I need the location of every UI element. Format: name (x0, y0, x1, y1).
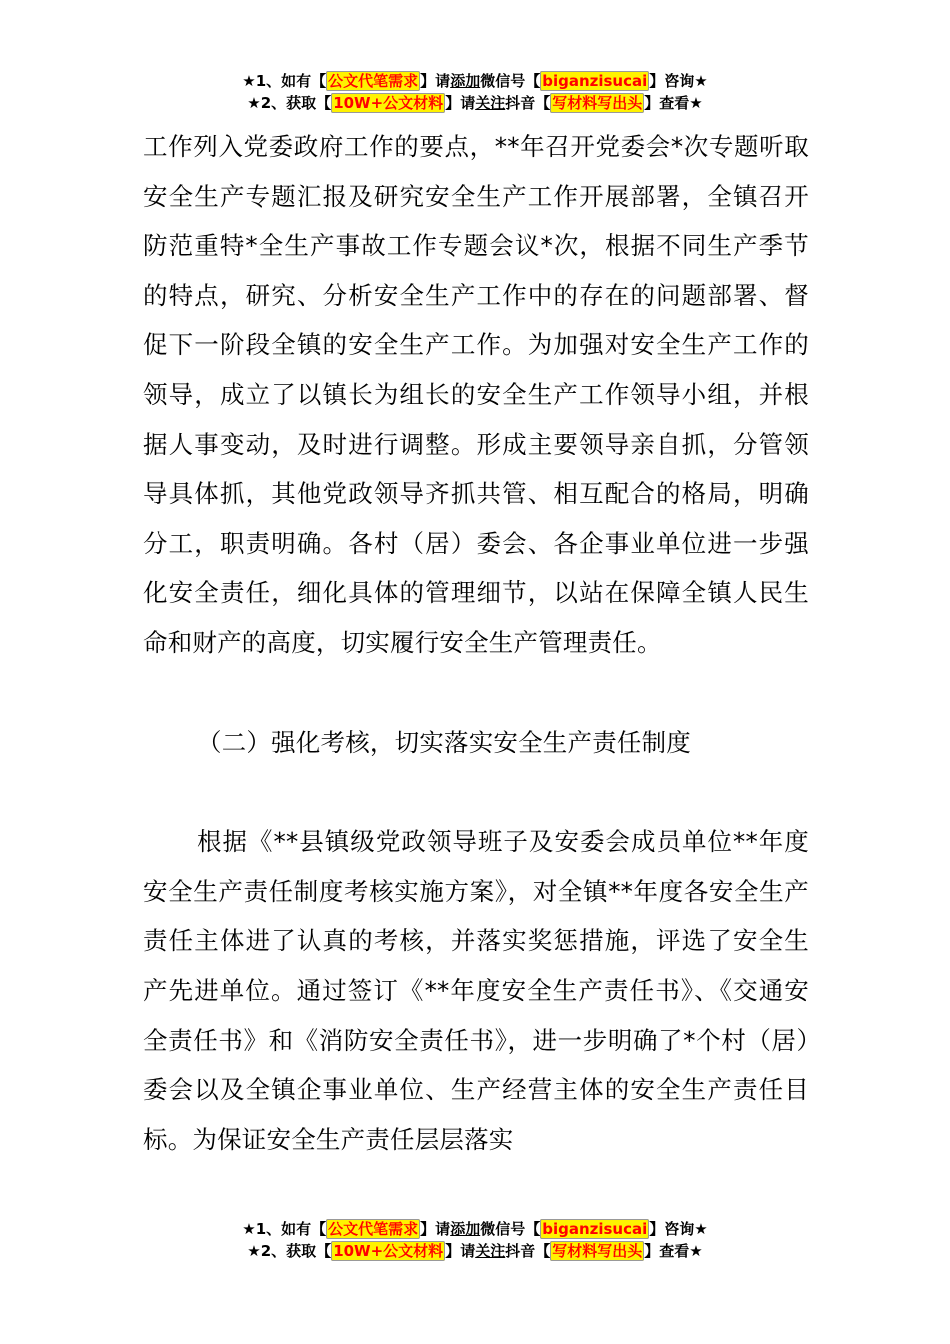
banner-line-2 (0, 1240, 950, 1262)
section-heading: （二）强化考核，切实落实安全生产责任制度 (197, 727, 691, 757)
banner-text: 】请 (445, 94, 476, 112)
banner-underline: 关注 (475, 1242, 506, 1260)
banner-text: 微信号【 (480, 72, 541, 90)
banner-text: ★1、如有【 (242, 1220, 327, 1238)
bottom-banner (0, 1218, 950, 1262)
banner-highlight: 写材料写出头 (552, 94, 643, 112)
banner-text: 抖音【 (505, 94, 551, 112)
banner-highlight: 写材料写出头 (552, 1242, 643, 1260)
banner-highlight: 公文代笔需求 (328, 72, 419, 90)
banner-highlight: 10W+公文材料 (333, 1242, 444, 1260)
banner-text: 】咨询★ (649, 72, 708, 90)
banner-highlight: 公文代笔需求 (328, 1220, 419, 1238)
banner-text: 抖音【 (505, 1242, 551, 1260)
banner-underline: 添加 (450, 72, 481, 90)
banner-highlight: 10W+公文材料 (333, 94, 444, 112)
document-body (143, 122, 809, 1164)
paragraph: 根据《**县镇级党政领导班子及安委会成员单位**年度安全生产责任制度考核实施方案》，对全镇**年度各安全生产责任主体进了认真的考核，并落实奖惩措施，评选了安全生产先进单位。通过签订《**年度安全生产责任书》、《交通安全责任书》和《消防安全责任书》，进一步明确了*个村（居）委会以及全镇企事业单位、生产经营主体的安全生产责任目标。为保证安全生产责任层层落实 (143, 827, 809, 1154)
banner-text: 】查看★ (644, 1242, 703, 1260)
banner-text: 】请 (420, 1220, 451, 1238)
top-banner (0, 70, 950, 114)
banner-text: ★1、如有【 (242, 72, 327, 90)
banner-line-1 (0, 70, 950, 92)
banner-text: ★2、获取【 (247, 1242, 332, 1260)
banner-underline: 关注 (475, 94, 506, 112)
paragraph: 工作列入党委政府工作的要点，**年召开党委会*次专题听取安全生产专题汇报及研究安全生产工作开展部署，全镇召开防范重特*全生产事故工作专题会议*次，根据不同生产季节的特点，研究、分析安全生产工作中的存在的问题部署、督促下一阶段全镇的安全生产工作。为加强对安全生产工作的领导，成立了以镇长为组长的安全生产工作领导小组，并根据人事变动，及时进行调整。形成主要领导亲自抓，分管领导具体抓，其他党政领导齐抓共管、相互配合的格局，明确分工，职责明确。各村（居）委会、各企事业单位进一步强化安全责任，细化具体的管理细节，以站在保障全镇人民生命和财产的高度，切实履行安全生产管理责任。 (143, 132, 809, 657)
banner-text: 】查看★ (644, 94, 703, 112)
banner-line-1 (0, 1218, 950, 1240)
banner-text: 】请 (445, 1242, 476, 1260)
banner-text: 微信号【 (480, 1220, 541, 1238)
banner-text: 】咨询★ (649, 1220, 708, 1238)
banner-underline: 添加 (450, 1220, 481, 1238)
banner-highlight: biganzisucai (542, 72, 648, 90)
banner-line-2 (0, 92, 950, 114)
banner-text: ★2、获取【 (247, 94, 332, 112)
banner-highlight: biganzisucai (542, 1220, 648, 1238)
banner-text: 】请 (420, 72, 451, 90)
